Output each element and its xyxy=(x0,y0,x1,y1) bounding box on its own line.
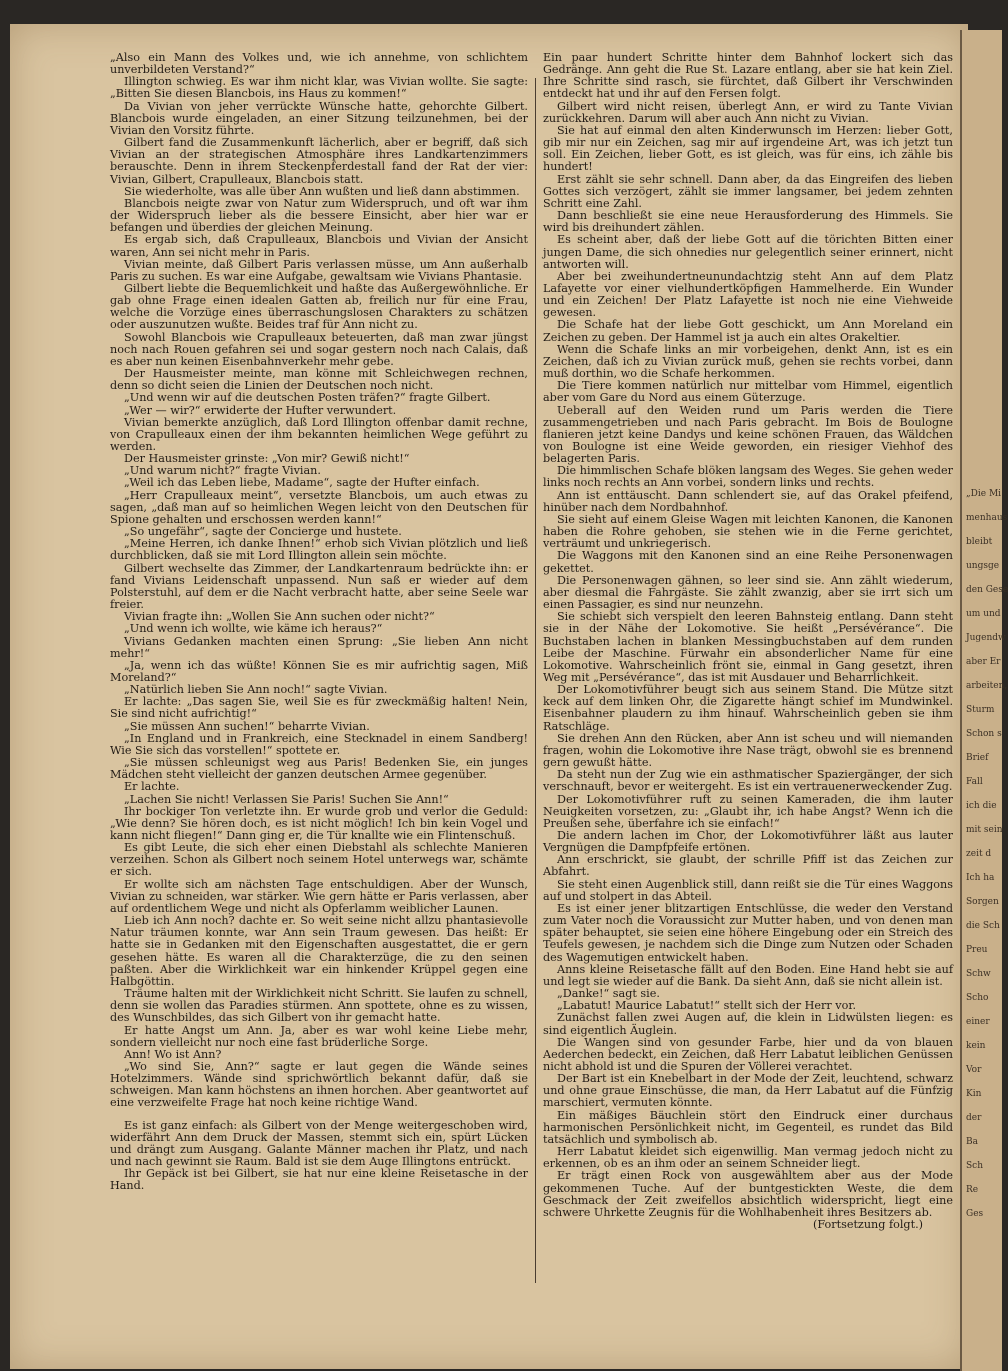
article-paragraph: „Und wenn ich wollte, wie käme ich heraus?“ xyxy=(124,622,383,636)
article-paragraph: Gilbert wird nicht reisen, überlegt Ann, er wird zu Tante Vivian zurückkehren. Darum will aber auch Ann nicht zu Vivian. xyxy=(543,99,953,125)
article-paragraph: „Und wenn wir auf die deutschen Posten träfen?“ fragte Gilbert. xyxy=(124,391,491,405)
article-paragraph: Sie hat auf einmal den alten Kinderwunsch im Herzen: lieber Gott, gib mir nur ein Zeichen, sag mir auf irgendeine Art, was ich jetzt tun soll. Ein Zeichen, lieber Gott, es ist gleich, was für eins, ich zähle bis hundert! xyxy=(543,123,953,174)
adjacent-page-fragment: Sturm xyxy=(966,705,995,715)
adjacent-page-fragment: aber Er xyxy=(966,657,1001,667)
article-paragraph: Erst zählt sie sehr schnell. Dann aber, da das Eingreifen des lieben Gottes sich verzögert, zählt sie immer langsamer, bei jedem zehnten Schritt eine Zahl. xyxy=(543,172,953,210)
article-paragraph: Die himmlischen Schafe blöken langsam des Weges. Sie gehen weder links noch rechts an Ann vorbei, sondern links und rechts. xyxy=(543,464,953,490)
adjacent-page-fragment: Brief xyxy=(966,753,989,763)
article-paragraph: „Meine Herren, ich danke Ihnen!“ erhob sich Vivian plötzlich und ließ durchblicken, daß sie mit Lord Illington allein sein möchte. xyxy=(110,537,528,563)
article-paragraph: „In England und in Frankreich, eine Stecknadel in einem Sandberg! Wie Sie sich das vorstellen!“ spottete er. xyxy=(110,731,528,757)
article-paragraph: Ann! Wo ist Ann? xyxy=(124,1047,222,1061)
adjacent-page-fragment: ungsge xyxy=(966,561,1000,571)
article-paragraph: „Natürlich lieben Sie Ann noch!“ sagte Vivian. xyxy=(124,683,388,697)
article-paragraph: Gilbert fand die Zusammenkunft lächerlich, aber er begriff, daß sich Vivian an der strategischen Atmosphäre ihres Landkartenzimmers berauschte. Denn in ihrem Steckenpferdestall fand der Rat der vier: Vivian, Gilbert, Crapulleaux, Blancbois statt. xyxy=(110,136,528,186)
article-paragraph: Ein paar hundert Schritte hinter dem Bahnhof lockert sich das Gedränge. Ann geht die Rue St. Lazare entlang, aber sie hat kein Ziel. Ihre Schritte sind rasch, sie fürchtet, daß Gilbert ihr Verschwinden entdeckt hat und ihr auf den Fersen folgt. xyxy=(543,51,953,101)
article-paragraph: „Wo sind Sie, Ann?“ sagte er laut gegen die Wände seines Hotelzimmers. Wände sind sprichwörtlich bekannt dafür, daß sie schweigen. Man kann höchstens an ihnen horchen. Aber geantwortet auf eine verzweifelte Frage hat noch keine richtige Wand. xyxy=(110,1059,528,1110)
article-paragraph: Illington schwieg. Es war ihm nicht klar, was Vivian wollte. Sie sagte: „Bitten Sie diesen Blancbois, ins Haus zu kommen!“ xyxy=(110,75,528,101)
adjacent-page-fragment: Ba xyxy=(966,1137,978,1147)
article-paragraph: Anns kleine Reisetasche fällt auf den Boden. Eine Hand hebt sie auf und legt sie wieder auf die Bank. Da sieht Ann, daß sie nicht allein ist. xyxy=(543,962,953,988)
article-paragraph: Es ist ganz einfach: als Gilbert von der Menge weitergeschoben wird, widerfährt Ann dem Druck der Massen, stemmt sich ein, spürt Lücken und drängt zum Ausgang. Galante Männer machen ihr Platz, und nach und nach gewinnt sie Raum. Bald ist sie dem Auge Illingtons entrückt. xyxy=(110,1118,528,1169)
article-paragraph: Ueberall auf den Weiden rund um Paris werden die Tiere zusammengetrieben und nach Paris gebracht. Im Bois de Boulogne flanieren jetzt keine Dandys und keine schönen Frauen, das Wäldchen von Boulogne ist eine Weide geworden, ein riesiger Viehhof des belagerten Paris. xyxy=(543,403,953,466)
adjacent-page-fragment: „Die Mi xyxy=(966,489,1002,499)
article-paragraph: Der Hausmeister meinte, man könne mit Schleichwegen rechnen, denn so dicht seien die Linien der Deutschen noch nicht. xyxy=(110,367,528,393)
article-paragraph: Vivian bemerkte anzüglich, daß Lord Illington offenbar damit rechne, von Crapulleaux einen der ihm bekannten heimlichen Wege geführt zu werden. xyxy=(110,415,528,453)
article-paragraph: Ann ist enttäuscht. Dann schlendert sie, auf das Orakel pfeifend, hinüber nach dem Nordbahnhof. xyxy=(543,488,953,514)
adjacent-page-fragment: um und xyxy=(966,609,1001,619)
article-paragraph: „Herr Crapulleaux meint“, versetzte Blancbois, um auch etwas zu sagen, „daß man auf so heimlichen Wegen leicht von den Deutschen für Spione gehalten und erschossen werden kann!“ xyxy=(110,488,528,526)
article-paragraph: Sie schiebt sich verspielt den leeren Bahnsteig entlang. Dann steht sie in der Nähe der Lokomotive. Sie heißt „Persévérance“. Die Buchstaben lachen in blanken Messingbuchstaben auf dem runden Leibe der Maschine. Fürwahr ein absonderlicher Name für eine Lokomotive. Wahrscheinlich frönt sie, einmal in Gang gesetzt, ihren Weg mit „Persévérance“, das ist mit Ausdauer und Beharrlichkeit. xyxy=(543,610,953,684)
adjacent-page-fragment: einer xyxy=(966,1017,990,1027)
article-paragraph: Er trägt einen Rock von ausgewähltem aber aus der Mode gekommenen Tuche. Auf der buntgestickten Weste, die dem Geschmack der Zeit zweifellos absichtlich widerspricht, liegt eine schwere Uhrkette Zeugnis für die Wohlhabenheit ihres Besitzers ab. xyxy=(543,1169,953,1219)
adjacent-page-fragment: arbeiten, xyxy=(966,681,1008,691)
adjacent-page-fragment: die Sch xyxy=(966,921,1000,931)
article-paragraph: Vivian meinte, daß Gilbert Paris verlassen müsse, um Ann außerhalb Paris zu suchen. Es war eine Aufgabe, gewaltsam wie Vivians Phantasie. xyxy=(110,257,528,283)
adjacent-page-fragment: Ich ha xyxy=(966,873,995,883)
article-paragraph: Lieb ich Ann noch? dachte er. So weit seine nicht allzu phantasievolle Natur träumen konnte, war Ann sein Traum gewesen. Das heißt: Er hatte sie in Gedanken mit den Eigenschaften ausgestattet, die er gern gesehen hätte. Es waren all die Charakterzüge, die zu den seinen paßten. Aber die Wirklichkeit war ein hinkender Krüppel gegen eine Halbgöttin. xyxy=(110,914,528,988)
article-paragraph: Da steht nun der Zug wie ein asthmatischer Spaziergänger, der sich verschnauft, bevor er weitergeht. Es ist ein vertrauenerweckender Zug. xyxy=(543,768,953,794)
adjacent-page-fragment: Sorgen xyxy=(966,897,999,907)
adjacent-page-fragment: Schw xyxy=(966,969,991,979)
article-paragraph: Sowohl Blancbois wie Crapulleaux beteuerten, daß man zwar jüngst noch nach Rouen gefahren sei und sogar gestern noch nach Calais, daß es aber nun keinen Eisenbahnverkehr mehr gebe. xyxy=(110,330,528,368)
article-paragraph: Vivians Gedanken machten einen Sprung: „Sie lieben Ann nicht mehr!“ xyxy=(110,634,528,660)
adjacent-page-fragment: ich die xyxy=(966,801,997,811)
article-paragraph: Ann erschrickt, sie glaubt, der schrille Pfiff ist das Zeichen zur Abfahrt. xyxy=(543,853,953,879)
article-paragraph: „Sie müssen schleunigst weg aus Paris! Bedenken Sie, ein junges Mädchen steht vielleicht der ganzen deutschen Armee gegenüber. xyxy=(110,756,528,782)
article-paragraph: Die andern lachen im Chor, der Lokomotivführer läßt aus lauter Vergnügen die Dampfpfeife ertönen. xyxy=(543,829,953,855)
adjacent-page-fragment: Ges xyxy=(966,1209,984,1219)
article-paragraph: Gilbert liebte die Bequemlichkeit und haßte das Außergewöhnliche. Er gab ohne Frage einen idealen Gatten ab, freilich nur für eine Frau, welche die Vorzüge eines überraschungslosen Charakters zu schätzen oder auszunutzen wußte. Beides traf für Ann nicht zu. xyxy=(110,281,528,332)
article-paragraph: „Labatut! Maurice Labatut!“ stellt sich der Herr vor. xyxy=(557,999,857,1013)
adjacent-page-fragment: Vor xyxy=(966,1065,982,1075)
article-paragraph: Zunächst fallen zwei Augen auf, die klein in Lidwülsten liegen: es sind eigentlich Äuglein. xyxy=(543,1011,953,1037)
article-paragraph: Der Lokomotivführer beugt sich aus seinem Stand. Die Mütze sitzt keck auf dem linken Ohr, die Zigarette hängt schief im Mundwinkel. Eisenbahner plaudern zu ihm hinauf. Wahrscheinlich geben sie ihm Ratschläge. xyxy=(543,683,953,733)
article-paragraph: Blancbois neigte zwar von Natur zum Widerspruch, und oft war ihm der Widerspruch lieber als die bessere Einsicht, aber hier war er befangen und überdies der gleichen Meinung. xyxy=(110,196,528,235)
article-paragraph: Gilbert wechselte das Zimmer, der Landkartenraum bedrückte ihn: er fand Vivians Leidenschaft unpassend. Nun saß er wieder auf dem Polsterstuhl, auf dem er die Nacht verbracht hatte, aber seine Seele war freier. xyxy=(110,561,528,612)
article-paragraph: Die Schafe hat der liebe Gott geschickt, um Ann Moreland ein Zeichen zu geben. Der Hammel ist ja auch ein altes Orakeltier. xyxy=(543,318,953,344)
article-paragraph: Aber bei zweihundertneunundachtzig steht Ann auf dem Platz Lafayette vor einer vielhundertköpfigen Hammelherde. Ein Wunder und ein Zeichen! Der Platz Lafayette ist noch nie eine Viehweide gewesen. xyxy=(543,269,953,320)
adjacent-page-fragment: Scho xyxy=(966,993,989,1003)
article-paragraph: Die Wangen sind von gesunder Farbe, hier und da von blauen Aederchen bedeckt, ein Zeichen, daß Herr Labatut leiblichen Genüssen nicht abhold ist und die Spuren der Völlerei verachtet. xyxy=(543,1035,953,1073)
article-paragraph: „Weil ich das Leben liebe, Madame“, sagte der Hufter einfach. xyxy=(124,476,480,490)
article-paragraph: Es ergab sich, daß Crapulleaux, Blancbois und Vivian der Ansicht waren, Ann sei nicht mehr in Paris. xyxy=(110,233,528,259)
column-divider xyxy=(535,78,536,1283)
article-paragraph: Sie steht einen Augenblick still, dann reißt sie die Tür eines Waggons auf und stolpert in das Abteil. xyxy=(543,877,953,903)
article-paragraph: „Sie müssen Ann suchen!“ beharrte Vivian. xyxy=(124,719,370,733)
article-paragraph: Ein mäßiges Bäuchlein stört den Eindruck einer durchaus harmonischen Persönlichkeit nicht, im Gegenteil, es rundet das Bild tatsächlich und symbolisch ab. xyxy=(543,1108,953,1146)
article-paragraph: „Ja, wenn ich das wüßte! Können Sie es mir aufrichtig sagen, Miß Moreland?“ xyxy=(110,658,528,684)
article-paragraph: Der Lokomotivführer ruft zu seinen Kameraden, die ihm lauter Neuigkeiten vorsetzen, zu: „Glaubt ihr, ich habe Angst? Wenn ich die Preußen sehe, überfahre ich sie einfach!“ xyxy=(543,792,953,830)
adjacent-page-fragment: Jugendw xyxy=(966,633,1006,643)
adjacent-page-fragment: bleibt xyxy=(966,537,993,547)
adjacent-page-fragment: kein xyxy=(966,1041,986,1051)
article-paragraph: Ihr Gepäck ist bei Gilbert, sie hat nur eine kleine Reisetasche in der Hand. xyxy=(110,1167,528,1193)
adjacent-page-fragment: zeit d xyxy=(966,849,992,859)
article-paragraph: Träume halten mit der Wirklichkeit nicht Schritt. Sie laufen zu schnell, denn sie wollen das Paradies stürmen. Ann spottete, ohne es zu wissen, des Wunschbildes, das sich Gilbert von ihr gemacht hatte. xyxy=(110,987,528,1025)
adjacent-page-fragment: Fall xyxy=(966,777,983,787)
article-paragraph: Er hatte Angst um Ann. Ja, aber es war wohl keine Liebe mehr, sondern vielleicht nur noch eine fast brüderliche Sorge. xyxy=(110,1023,528,1049)
adjacent-page-fragment: den Gese xyxy=(966,585,1008,595)
right-text-column xyxy=(543,52,953,1231)
article-paragraph: Er lachte. xyxy=(124,780,180,794)
adjacent-page-fragment: Schon s xyxy=(966,729,1002,739)
article-paragraph: „Danke!“ sagt sie. xyxy=(557,987,660,1001)
article-paragraph: Die Tiere kommen natürlich nur mittelbar vom Himmel, eigentlich aber vom Gare du Nord aus einem Güterzuge. xyxy=(543,379,953,405)
adjacent-page-fragment: Kin xyxy=(966,1089,982,1099)
adjacent-page-fragment: Preu xyxy=(966,945,988,955)
article-paragraph: „Lachen Sie nicht! Verlassen Sie Paris! Suchen Sie Ann!“ xyxy=(124,792,449,806)
article-paragraph: Er wollte sich am nächsten Tage entschuldigen. Aber der Wunsch, Vivian zu schneiden, war stärker. Wie gern hätte er Paris verlassen, aber auf ordentlichem Wege und nicht als Opferlamm weiblicher Launen. xyxy=(110,877,528,915)
article-paragraph: Sie wiederholte, was alle über Ann wußten und ließ dann abstimmen. xyxy=(124,184,520,198)
article-paragraph: Da Vivian von jeher verrückte Wünsche hatte, gehorchte Gilbert. Blancbois wurde eingeladen, an einer Sitzung teilzunehmen, bei der Vivian den Vorsitz führte. xyxy=(110,99,528,137)
article-paragraph: Es gibt Leute, die sich eher einen Diebstahl als schlechte Manieren verzeihen. Schon als Gilbert noch seinem Hotel unterwegs war, schämte er sich. xyxy=(110,841,528,879)
article-paragraph: „Wer — wir?“ erwiderte der Hufter verwundert. xyxy=(124,403,397,417)
article-paragraph: Herr Labatut kleidet sich eigenwillig. Man vermag jedoch nicht zu erkennen, ob es an ihm oder an seinem Schneider liegt. xyxy=(543,1145,953,1171)
article-paragraph: Sie drehen Ann den Rücken, aber Ann ist scheu und will niemanden fragen, wohin die Lokomotive ihre Nase trägt, obwohl sie es brennend gern gewußt hätte. xyxy=(543,731,953,770)
article-paragraph: Er lachte: „Das sagen Sie, weil Sie es für zweckmäßig halten! Nein, Sie sind nicht aufrichtig!“ xyxy=(110,695,528,721)
article-paragraph: Der Bart ist ein Knebelbart in der Mode der Zeit, leuchtend, schwarz und ohne graue Einschüsse, die man, da Herr Labatut auf die Fünfzig marschiert, vermuten könnte. xyxy=(543,1072,953,1110)
article-paragraph: „Und warum nicht?“ fragte Vivian. xyxy=(124,464,321,478)
article-paragraph: Dann beschließt sie eine neue Herausforderung des Himmels. Sie wird bis dreihundert zählen. xyxy=(543,209,953,235)
adjacent-page-fragment: menhaus xyxy=(966,513,1008,523)
left-text-column xyxy=(110,52,528,1193)
article-paragraph: „Also ein Mann des Volkes und, wie ich annehme, von schlichtem unverbildeten Verstand?“ xyxy=(110,51,528,77)
continuation-note: (Fortsetzung folgt.) xyxy=(812,1218,923,1231)
adjacent-page-edge xyxy=(960,30,1008,1371)
article-paragraph: Ihr bockiger Ton verletzte ihn. Er wurde grob und verlor die Geduld: „Wie denn? Sie hören doch, es ist nicht möglich! Ich bin kein Vogel und kann nicht fliegen!“ Dann ging er, die Tür knallte wie ein Flintenschuß. xyxy=(110,804,528,842)
article-paragraph: Es scheint aber, daß der liebe Gott auf die törichten Bitten einer jungen Dame, die sich ohnedies nur gelegentlich seiner erinnert, nicht antworten will. xyxy=(543,233,953,271)
article-paragraph: „So ungefähr“, sagte der Concierge und hustete. xyxy=(124,525,402,539)
adjacent-page-fragment: Re xyxy=(966,1185,979,1195)
article-paragraph: Vivian fragte ihn: „Wollen Sie Ann suchen oder nicht?“ xyxy=(124,610,435,624)
article-paragraph: Die Waggons mit den Kanonen sind an eine Reihe Personenwagen gekettet. xyxy=(543,549,953,575)
article-paragraph: Sie sieht auf einem Gleise Wagen mit leichten Kanonen, die Kanonen haben die Rohre gehoben, sie stehen wie in die Ferne gerichtet, verträumt und unkriegerisch. xyxy=(543,512,953,551)
adjacent-page-fragment: mit sein xyxy=(966,825,1003,835)
article-paragraph: Die Personenwagen gähnen, so leer sind sie. Ann zählt wiederum, aber diesmal die Fahrgäste. Sie zählt zwanzig, aber sie irrt sich um einen Passagier, es sind nur neunzehn. xyxy=(543,573,953,612)
adjacent-page-fragment: Sch xyxy=(966,1161,984,1171)
article-paragraph: Der Hausmeister grinste: „Von mir? Gewiß nicht!“ xyxy=(124,452,410,466)
adjacent-page-fragment: der xyxy=(966,1113,982,1123)
article-paragraph: Wenn die Schafe links an mir vorbeigehen, denkt Ann, ist es ein Zeichen, daß ich zu Vivian zurück muß, gehen sie rechts vorbei, dann muß dorthin, wo die Schafe herkommen. xyxy=(543,342,953,381)
article-paragraph: Es ist einer jener blitzartigen Entschlüsse, die weder den Verstand zum Vater noch die Voraussicht zur Mutter haben, und von denen man später behauptet, sie seien eine höhere Eingebung oder ein Streich des Teufels gewesen, je nachdem sich die Dinge zum Nutzen oder Schaden des Wagemutigen entwickelt haben. xyxy=(543,901,953,964)
